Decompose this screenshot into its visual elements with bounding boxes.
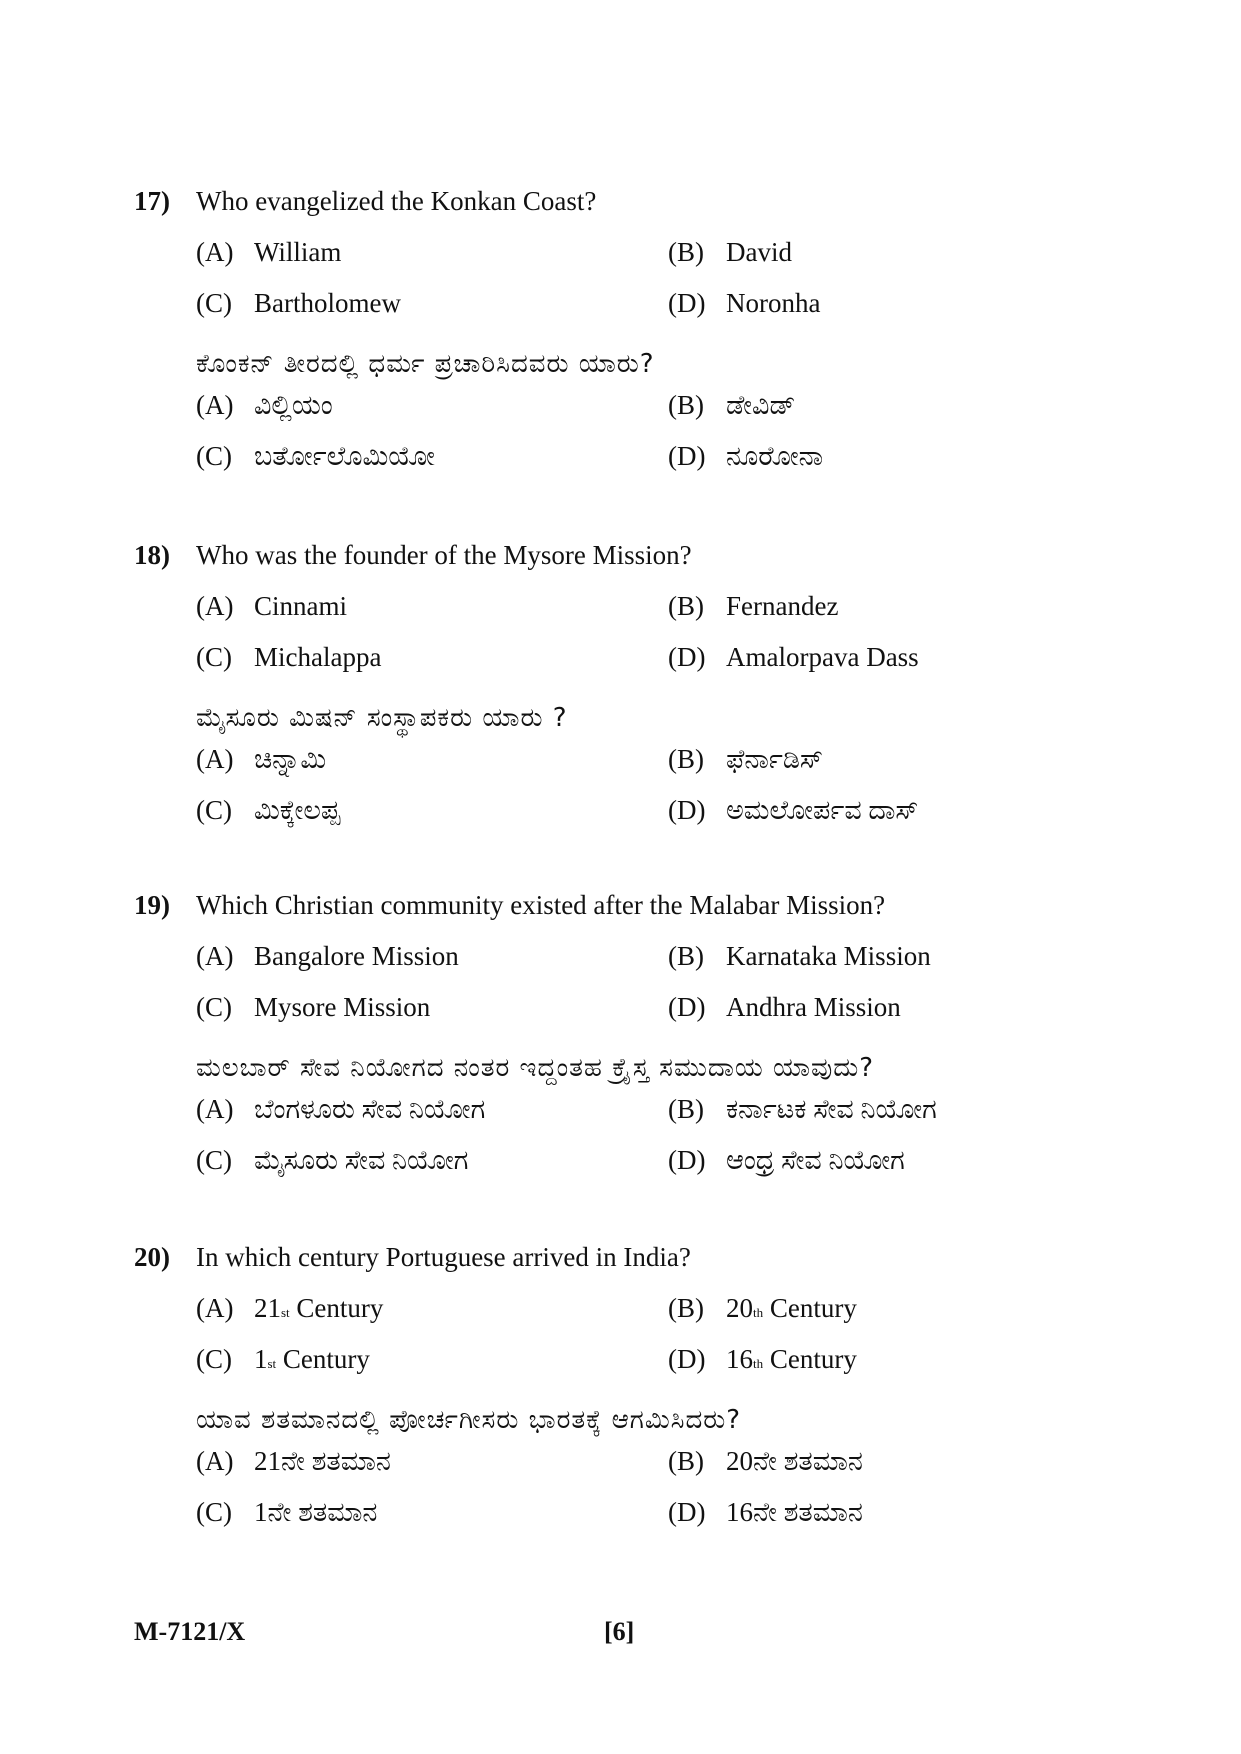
option-b-kn: (B) ಡೇವಿಡ್ [668,390,796,420]
option-a-en: (A) Cinnami [196,591,347,621]
option-d-en: (D) Noronha [668,288,821,318]
question-text-kn: ಮಲಬಾರ್ ಸೇವ ನಿಯೋಗದ ನಂತರ ಇದ್ದಂತಹ ಕ್ರೈಸ್ತ ಸಮುದಾಯ ಯಾವುದು? [196,1053,875,1083]
option-d-en: (D) Amalorpava Dass [668,642,919,672]
question-number: 19) [134,890,170,920]
option-c-kn: (C) 1ನೇ ಶತಮಾನ [196,1497,378,1527]
option-c-kn: (C) ಮೈಸೂರು ಸೇವ ನಿಯೋಗ [196,1145,469,1175]
option-c-en: (C) Mysore Mission [196,992,431,1022]
option-a-kn: (A) ವಿಲ್ಲಿಯಂ [196,390,333,420]
option-b-en: (B) David [668,237,792,267]
option-b-kn: (B) ಫೆರ್ನಾಡಿಸ್ [668,744,824,774]
question-text-kn: ಮೈಸೂರು ಮಿಷನ್ ಸಂಸ್ಥಾಪಕರು ಯಾರು ? [196,703,568,733]
question-text-en: In which century Portuguese arrived in India? [196,1242,691,1272]
page-number: [6] [604,1617,635,1646]
option-b-en: (B) 20 th Century [668,1293,857,1323]
option-a-en: (A) William [196,237,342,267]
option-a-kn: (A) ಬೆಂಗಳೂರು ಸೇವ ನಿಯೋಗ [196,1094,486,1124]
question-text-en: Which Christian community existed after the Malabar Mission? [196,890,886,920]
option-d-kn: (D) 16ನೇ ಶತಮಾನ [668,1497,863,1527]
option-c-kn: (C) ಮಿಕ್ಕೇಲಪ್ಪ [196,795,341,825]
question-text-kn: ಕೊಂಕನ್ ತೀರದಲ್ಲಿ ಧರ್ಮ ಪ್ರಚಾರಿಸಿದವರು ಯಾರು? [196,349,655,379]
question-19 [134,890,1134,1196]
option-b-en: (B) Karnataka Mission [668,941,931,971]
question-17 [134,186,1134,492]
option-b-kn: (B) 20ನೇ ಶತಮಾನ [668,1446,863,1476]
option-c-en: (C) Michalappa [196,642,382,672]
question-text-kn: ಯಾವ ಶತಮಾನದಲ್ಲಿ ಪೋರ್ಚಗೀಸರು ಭಾರತಕ್ಕೆ ಆಗಮಿಸಿದರು? [196,1405,742,1435]
option-d-kn: (D) ನೂರೋನಾ [668,441,824,471]
option-d-en: (D) Andhra Mission [668,992,901,1022]
option-b-kn: (B) ಕರ್ನಾಟಕ ಸೇವ ನಿಯೋಗ [668,1094,937,1124]
option-c-en: (C) Bartholomew [196,288,401,318]
option-d-en: (D) 16 th Century [668,1344,857,1374]
option-a-kn: (A) 21ನೇ ಶತಮಾನ [196,1446,391,1476]
option-c-kn: (C) ಬರ್ತೋಲೊಮಿಯೋ [196,441,435,471]
question-number: 18) [134,540,170,570]
option-c-en: (C) 1 st Century [196,1344,370,1374]
question-number: 17) [134,186,170,216]
question-text-en: Who was the founder of the Mysore Mission? [196,540,692,570]
option-a-en: (A) 21 st Century [196,1293,384,1323]
option-d-kn: (D) ಅಮಲೋರ್ಪವ ದಾಸ್ [668,795,919,825]
question-18 [134,540,1134,846]
option-a-en: (A) Bangalore Mission [196,941,459,971]
paper-code: M-7121/X [134,1617,246,1646]
question-number: 20) [134,1242,170,1272]
option-b-en: (B) Fernandez [668,591,839,621]
option-d-kn: (D) ಆಂಧ್ರ ಸೇವ ನಿಯೋಗ [668,1145,905,1175]
question-text-en: Who evangelized the Konkan Coast? [196,186,597,216]
option-a-kn: (A) ಚಿನ್ನಾಮಿ [196,744,327,774]
question-20 [134,1242,1134,1548]
